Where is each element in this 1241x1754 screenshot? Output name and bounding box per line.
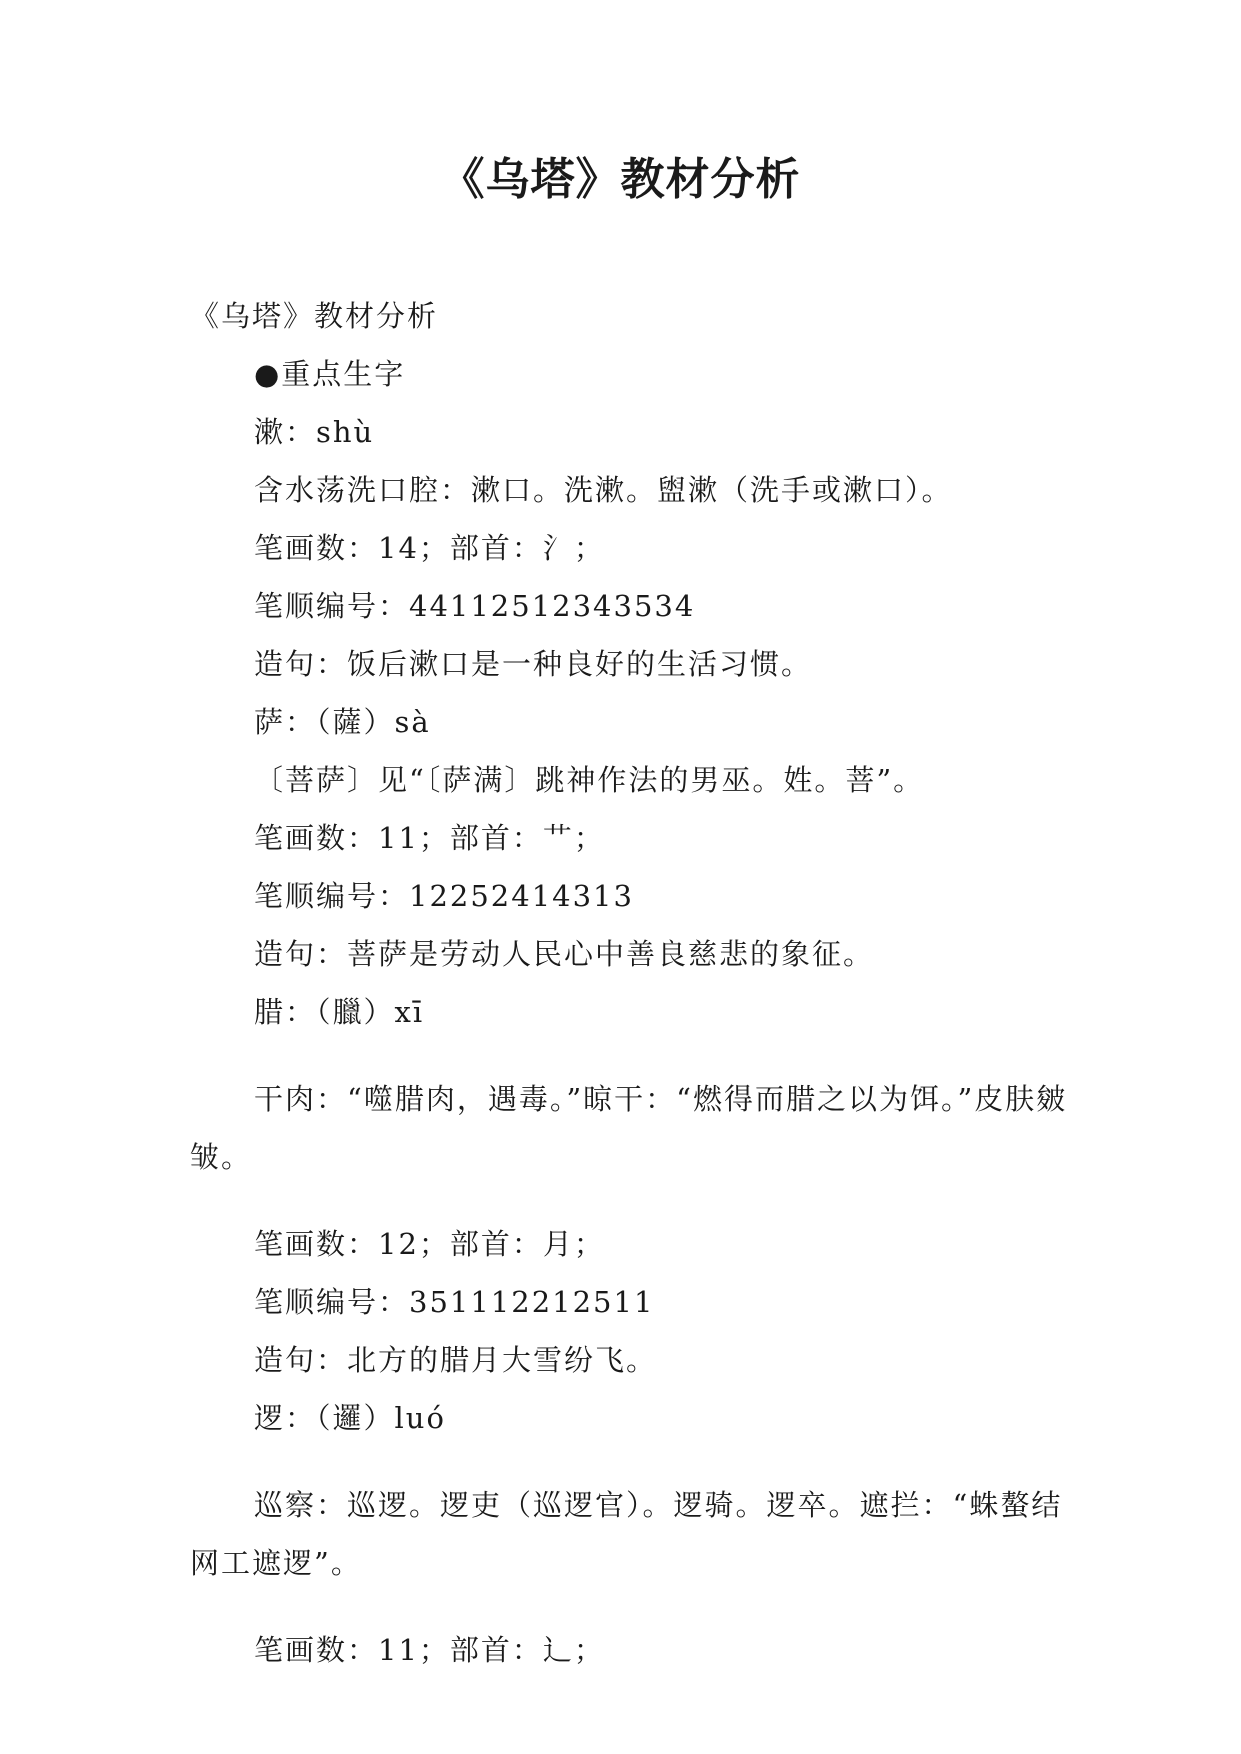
document-body [190,287,1070,1679]
paragraph: 漱：shù [254,415,375,449]
paragraph: 腊：（臘）xī [254,995,425,1029]
paragraph: 笔顺编号：351112212511 [254,1285,655,1319]
paragraph: 笔画数：14；部首：氵； [254,531,605,565]
paragraph: 笔画数：11；部首：艹； [254,821,605,855]
paragraph: 〔菩萨〕见“〔萨满〕跳神作法的男巫。姓。菩”。 [254,763,925,797]
paragraph: 笔顺编号：12252414313 [254,879,634,913]
paragraph: 造句：北方的腊月大雪纷飞。 [254,1343,658,1377]
paragraph: 含水荡洗口腔：漱口。洗漱。盥漱（洗手或漱口）。 [254,473,953,507]
paragraph: 巡察：巡逻。逻吏（巡逻官）。逻骑。逻卒。遮拦：“蛛螯结网工遮逻”。 [190,1488,1063,1580]
paragraph: 笔画数：12；部首：月； [254,1227,605,1261]
paragraph: 造句：菩萨是劳动人民心中善良慈悲的象征。 [254,937,875,971]
paragraph: 造句：饭后漱口是一种良好的生活习惯。 [254,647,813,681]
paragraph-subtitle: 《乌塔》教材分析 [190,299,439,333]
document-title: 《乌塔》教材分析 [440,154,801,205]
paragraph: 笔顺编号：44112512343534 [254,589,696,623]
paragraph: 逻：（邏）luó [254,1401,446,1435]
paragraph: 笔画数：11；部首：辶； [254,1633,605,1667]
paragraph-section-heading: ●重点生字 [254,357,406,391]
paragraph: 干肉：“噬腊肉，遇毒。”晾干：“燃得而腊之以为饵。”皮肤皴皱。 [190,1082,1068,1174]
paragraph: 萨：（薩）sà [254,705,431,739]
